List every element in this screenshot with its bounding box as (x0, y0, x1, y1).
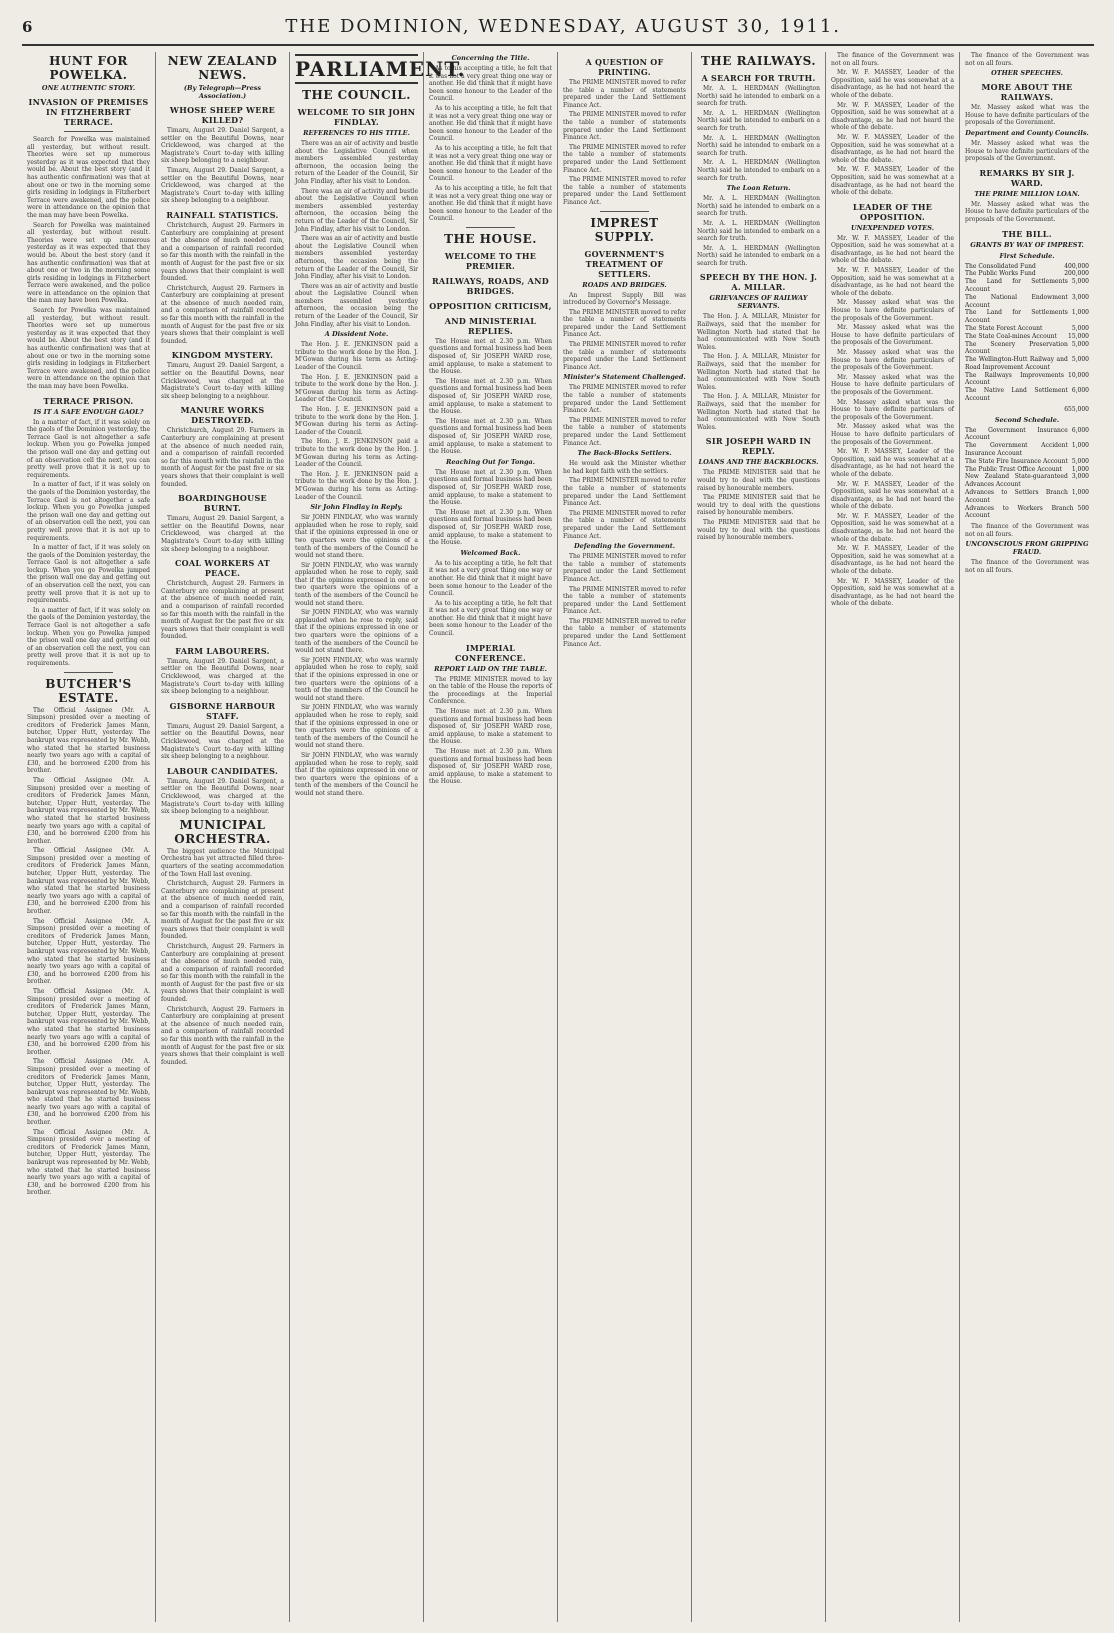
article-text: The PRIME MINISTER moved to refer the table a number of statements prepared under the Land Settlement Finance Act. (563, 341, 686, 371)
article-text: The House met at 2.30 p.m. When questions and formal business had been disposed of, Sir JOSEPH WARD rose, amid applause, to make a statement to the House. (429, 708, 552, 746)
article-text: The House met at 2.30 p.m. When questions and formal business had been disposed of, Sir JOSEPH WARD rose, amid applause, to make a statement to the House. (429, 748, 552, 786)
subheadline: AND MINISTERIAL REPLIES. (444, 315, 537, 336)
subheadline: GISBORNE HARBOUR STAFF. (169, 700, 276, 721)
headline: NEW ZEALAND NEWS. (167, 54, 278, 82)
schedule-item-value: 200,000 (1064, 270, 1089, 278)
subheadline: ONE AUTHENTIC STORY. (41, 84, 136, 92)
schedule-row (965, 387, 1089, 403)
column-6 (692, 52, 826, 1622)
article-text: Mr. A. L. HERDMAN (Wellington North) said he intended to embark on a search for truth. (697, 195, 820, 218)
subheadline: Defending the Government. (573, 542, 676, 551)
column-4 (424, 52, 558, 1622)
headline: THE COUNCIL. (302, 88, 411, 102)
subheadline: Sir John Findlay in Reply. (310, 503, 403, 512)
schedule-row (965, 270, 1089, 278)
schedule-row (965, 466, 1089, 474)
article-text: The PRIME MINISTER moved to refer the table a number of statements prepared under the Land Settlement Finance Act. (563, 384, 686, 415)
schedule-item-value: 1,000 (1071, 489, 1089, 497)
schedule-item-name: The Government Insurance Account (965, 426, 1068, 442)
article-text: Mr. Massey asked what was the House to have definite particulars of the proposals of the Government. (965, 200, 1089, 223)
article-text: The PRIME MINISTER moved to refer the table a number of statements prepared under the Land Settlement Finance Act. (563, 176, 686, 206)
article-text: The PRIME MINISTER said that he would try to deal with the questions raised by honourable members. (697, 469, 820, 492)
article-text: Timaru, August 29. Daniel Sargent, a settler on the Beautiful Downs, near Cricklewood, was charged at the Magistrate's Court to-day with killing six sheep belonging to a neighbour. (161, 515, 284, 553)
subheadline: OPPOSITION CRITICISM, (429, 300, 552, 311)
article-text: The PRIME MINISTER moved to refer the table a number of statements prepared under the Land Settlement Finance Act. (563, 585, 686, 616)
column-1 (22, 52, 156, 1622)
column-2 (156, 52, 290, 1622)
article-text: The Hon. J. E. JENKINSON paid a tribute to the work done by the Hon. J. M'Gowan during his term as Acting-Leader of the Council. (295, 406, 418, 436)
schedule-row (965, 333, 1089, 341)
schedule-row (965, 278, 1089, 294)
article-text: The Hon. J. A. MILLAR, Minister for Railways, said that the member for Wellington North had stated that he had communicated with New South Wales. (697, 353, 820, 391)
article-text: Sir JOHN FINDLAY, who was warmly applauded when he rose to reply, said that if the opinions expressed in one or two quarters were the opinions of a tenth of the members of the Council he would not stand there. (295, 561, 418, 607)
divider (466, 227, 515, 228)
article-text: In a matter of fact, if it was solely on the gaols of the Dominion yesterday, the Terrace Gaol is not altogether a safe lockup. When you go Powelka jumped the prison wall one day and getting out of an observation cell the next, you can pretty well prove that it is not up to requirements. (27, 481, 150, 542)
schedule-item-name: The Railways Improvements Account (965, 371, 1064, 387)
schedule-item-name: The State Forest Account (965, 324, 1043, 332)
article-text: The PRIME MINISTER said that he would try to deal with the questions raised by honourable members. (697, 494, 820, 517)
article-text: The PRIME MINISTER moved to lay on the table of the House the reports of the proceedings at the Imperial Conference. (429, 675, 552, 706)
article-text: Sir JOHN FINDLAY, who was warmly applauded when he rose to reply, said that if the opinions expressed in one or two quarters were the opinions of a tenth of the members of the Council he would not stand there. (295, 514, 418, 560)
article-text: Timaru, August 29. Daniel Sargent, a settler on the Beautiful Downs, near Cricklewood, was charged at the Magistrate's Court to-day with killing six sheep belonging to a neighbour. (161, 722, 284, 761)
article-text: In a matter of fact, if it was solely on the gaols of the Dominion yesterday, the Terrace Gaol is not altogether a safe lockup. When you go Powelka jumped the prison wall one day and getting out of an observation cell the next, you can pretty well prove that it is not up to requirements. (27, 418, 150, 479)
headline: THE HOUSE. (444, 231, 537, 246)
article-text: Mr. A. L. HERDMAN (Wellington North) said he intended to embark on a search for truth. (697, 159, 820, 182)
article-text: The Official Assignee (Mr. A. Simpson) presided over a meeting of creditors of Frederick James Mann, butcher, Upper Hutt, yesterday. The bankrupt was represented by Mr. Webb, who stated that he started business nearly two years ago with a capital of £30, and he borrowed £200 from his brother. (27, 987, 150, 1056)
schedule-row (965, 356, 1089, 372)
article-text: The Official Assignee (Mr. A. Simpson) presided over a meeting of creditors of Frederick James Mann, butcher, Upper Hutt, yesterday. The bankrupt was represented by Mr. Webb, who stated that he started business nearly two years ago with a capital of £30, and he borrowed £200 from his brother. (27, 706, 150, 775)
article-text: The PRIME MINISTER moved to refer the table a number of statements prepared under the Land Settlement Finance Act. (563, 416, 686, 447)
subheadline: RAILWAYS, ROADS, AND BRIDGES. (431, 275, 549, 296)
headline: BUTCHER'S ESTATE. (45, 676, 132, 705)
article-text: Mr. W. F. MASSEY, Leader of the Opposition, said he was somewhat at a disadvantage, as he had not heard the whole of the debate. (831, 448, 954, 478)
article-text: There was an air of activity and bustle about the Legislative Council when members assembled yesterday afternoon, the occasion being the return of the Leader of the Council, Sir John Findlay, after his visit to London. (295, 140, 418, 185)
article-text: The PRIME MINISTER moved to refer the table a number of statements prepared under the Land Settlement Finance Act. (563, 308, 686, 339)
article-text: As to his accepting a title, he felt that it was not a very great thing one way or another. He did think that it might have been some honour to the Leader of the Council. (429, 559, 552, 598)
divider (64, 672, 113, 673)
headline: HUNT FOR POWELKA. (49, 54, 128, 82)
subheadline: REMARKS BY SIR J. WARD. (979, 167, 1075, 188)
article-text: Mr. W. F. MASSEY, Leader of the Opposition, said he was somewhat at a disadvantage, as he had not heard the whole of the debate. (831, 577, 954, 608)
subheadline: RAINFALL STATISTICS. (166, 209, 279, 220)
subheadline: (By Telegraph—Press Association.) (183, 84, 262, 100)
article-text: Mr. W. F. MASSEY, Leader of the Opposition, said he was somewhat at a disadvantage, as he had not heard the whole of the debate. (831, 267, 954, 297)
article-text: Mr. W. F. MASSEY, Leader of the Opposition, said he was somewhat at a disadvantage, as he had not heard the whole of the debate. (831, 480, 954, 511)
subheadline: KINGDOM MYSTERY. (171, 350, 274, 361)
section-headline: PARLIAMENT. (295, 54, 418, 84)
article-text: The House met at 2.30 p.m. When questions and formal business had been disposed of, Sir JOSEPH WARD rose, amid applause, to make a statement to the House. (429, 337, 552, 376)
subheadline: THE BILL. (1002, 228, 1052, 239)
subheadline: UNCONSCIOUS FROM GRIPPING FRAUD. (965, 540, 1089, 557)
article-text: There was an air of activity and bustle about the Legislative Council when members assembled yesterday afternoon, the occasion being the return of the Leader of the Council, Sir John Findlay, after his visit to London. (295, 187, 418, 233)
article-text: Mr. W. F. MASSEY, Leader of the Opposition, said he was somewhat at a disadvantage, as he had not heard the whole of the debate. (831, 545, 954, 576)
divider (600, 211, 649, 212)
article-text: Mr. W. F. MASSEY, Leader of the Opposition, said he was somewhat at a disadvantage, as he had not heard the whole of the debate. (831, 234, 954, 265)
schedule-row (965, 458, 1089, 466)
article-text: The Hon. J. A. MILLAR, Minister for Railways, said that the member for Wellington North had stated that he had communicated with New South Wales. (697, 313, 820, 351)
subheadline: Reaching Out for Tonga. (445, 457, 536, 466)
divider (64, 131, 113, 132)
article-text: In a matter of fact, if it was solely on the gaols of the Dominion yesterday, the Terrace Gaol is not altogether a safe lockup. When you go Powelka jumped the prison wall one day and getting out of an observation cell the next, you can pretty well prove that it is not up to requirements. (27, 544, 150, 605)
article-text: Christchurch, August 29. Farmers in Canterbury are complaining at present at the absence of much needed rain, and a comparison of rainfall recorded so far this month with the rainfall in the month of August for the past five or six years shows that their complaint is well founded. (161, 1005, 284, 1066)
schedule-item-value: 1,000 (1071, 465, 1089, 473)
article-text: As to his accepting a title, he felt that it was not a very great thing one way or another. He did think that it might have been some honour to the Leader of the Council. (429, 184, 552, 223)
subheadline: IMPERIAL CONFERENCE. (454, 642, 527, 663)
article-text: Christchurch, August 29. Farmers in Canterbury are complaining at present at the absence of much needed rain, and a comparison of rainfall recorded so far this month with the rainfall in the month of August for the past five or six years shows that their complaint is well founded. (161, 221, 284, 283)
schedule-item-value: 6,000 (1071, 387, 1089, 395)
article-text: Sir JOHN FINDLAY, who was warmly applauded when he rose to reply, said that if the opinions expressed in one or two quarters were the opinions of a tenth of the members of the Council he would not stand there. (295, 656, 418, 702)
article-text: The House met at 2.30 p.m. When questions and formal business had been disposed of, Sir JOSEPH WARD rose, amid applause, to make a statement to the House. (429, 417, 552, 456)
schedule-item-name: The Public Works Fund (965, 270, 1036, 278)
subheadline: SPEECH BY THE HON. J. A. MILLAR. (699, 272, 818, 293)
subheadline: First Schedule. (999, 251, 1055, 260)
article-text: As to his accepting a title, he felt that it was not a very great thing one way or another. He did think that it might have been some honour to the Leader of the Council. (429, 599, 552, 638)
schedule-item-value: 500 (1077, 504, 1089, 512)
schedule-item-name: The Land for Settlements Account (965, 309, 1068, 325)
schedule-item-value: 5,000 (1071, 457, 1089, 465)
article-text: The House met at 2.30 p.m. When questions and formal business had been disposed of, Sir JOSEPH WARD rose, amid applause, to make a statement to the House. (429, 508, 552, 547)
schedule-item-name: The Native Land Settlement Account (965, 387, 1068, 403)
article-text: The House met at 2.30 p.m. When questions and formal business had been disposed of, Sir JOSEPH WARD rose, amid applause, to make a statement to the House. (429, 377, 552, 416)
article-text: The PRIME MINISTER moved to refer the table a number of statements prepared under the Land Settlement Finance Act. (563, 143, 686, 174)
article-text: Search for Powelka was maintained all yesterday, but without result. Theories were set up numerous yesterday as it was expected that they would be. About the best story (and it has authentic confirmation) was that at about one or two in the morning some girls residing in lodgings in Fitzherbert Terrace were awakened, and the police were in attendance on the opinion that the man may have been Powelka. (27, 221, 150, 305)
article-text: Christchurch, August 29. Farmers in Canterbury are complaining at present at the absence of much needed rain, and a comparison of rainfall recorded so far this month with the rainfall in the month of August for the past five or six years shows that their complaint is well founded. (161, 880, 284, 941)
subheadline: A QUESTION OF PRINTING. (585, 57, 664, 77)
schedule-item-name: New Zealand State-guaranteed Advances Account (965, 473, 1068, 489)
article-text: The PRIME MINISTER moved to refer the table a number of statements prepared under the Land Settlement Finance Act. (563, 617, 686, 648)
subheadline: UNEXPENDED VOTES. (851, 223, 934, 232)
article-text: The PRIME MINISTER moved to refer the table a number of statements prepared under the Land Settlement Finance Act. (563, 477, 686, 508)
article-text: The Hon. J. A. MILLAR, Minister for Railways, said that the member for Wellington North had stated that he had communicated with New South Wales. (697, 393, 820, 431)
schedule-item-value: 10,000 (1068, 371, 1089, 379)
article-text: As to his accepting a title, he felt that it was not a very great thing one way or another. He did think that it might have been some honour to the Leader of the Council. (429, 104, 552, 143)
schedule-row (965, 489, 1089, 505)
subheadline: ROADS AND BRIDGES. (582, 280, 667, 289)
article-text: Timaru, August 29. Daniel Sargent, a settler on the Beautiful Downs, near Cricklewood, was charged at the Magistrate's Court to-day with killing six sheep belonging to a neighbour. (161, 362, 284, 400)
column-5 (558, 52, 692, 1622)
article-text: Christchurch, August 29. Farmers in Canterbury are complaining at present at the absence of much needed rain, and a comparison of rainfall recorded so far this month with the rainfall in the month of August for the past five or six years shows that their complaint is well founded. (161, 942, 284, 1004)
subheadline: FARM LABOURERS. (175, 645, 270, 656)
schedule-row (965, 427, 1089, 443)
column-3 (290, 52, 466, 1622)
article-text: Mr. Massey asked what was the House to have definite particulars of the proposals of the Government. (965, 139, 1089, 163)
schedule-item-name: The Land for Settlements Account (965, 278, 1068, 293)
article-text: Mr. W. F. MASSEY, Leader of the Opposition, said he was somewhat at a disadvantage, as he had not heard the whole of the debate. (831, 69, 954, 99)
schedule-row (965, 294, 1089, 310)
article-text: The finance of the Government was not on all fours. (965, 559, 1089, 575)
subheadline: WELCOME TO THE PREMIER. (444, 250, 537, 271)
article-text: The Official Assignee (Mr. A. Simpson) presided over a meeting of creditors of Frederick James Mann, butcher, Upper Hutt, yesterday. The bankrupt was represented by Mr. Webb, who stated that he started business nearly two years ago with a capital of £30, and he borrowed £200 from his brother. (27, 776, 150, 845)
article-text: As to his accepting a title, he felt that it was not a very great thing one way or another. He did think that it might have been some honour to the Leader of the Council. (429, 144, 552, 183)
schedule-row (965, 442, 1089, 458)
subheadline: WELCOME TO SIR JOHN FINDLAY. (297, 107, 416, 127)
schedule-item-name: The Consolidated Fund (965, 262, 1036, 270)
subheadline: Department and County Councils. (965, 128, 1089, 137)
article-text: The finance of the Government was not on all fours. (965, 52, 1089, 67)
article-text: Timaru, August 29. Daniel Sargent, a settler on the Beautiful Downs, near Cricklewood, was charged at the Magistrate's Court to-day with killing six sheep belonging to a neighbour. (161, 166, 284, 205)
article-text: Search for Powelka was maintained all yesterday, but without result. Theories were set up numerous yesterday as it was expected that they would be. About the best story (and it has authentic confirmation) was that at about one or two in the morning some girls residing in lodgings in Fitzherbert Terrace were awakened, and the police were in attendance on the opinion that the man may have been Powelka. (27, 307, 150, 390)
article-text: Mr. A. L. HERDMAN (Wellington North) said he intended to embark on a search for truth. (697, 134, 820, 157)
subheadline: WHOSE SHEEP WERE KILLED? (169, 105, 276, 125)
schedule-item-value: 3,000 (1071, 473, 1089, 481)
article-text: The Hon. J. E. JENKINSON paid a tribute to the work done by the Hon. J. M'Gowan during his term as Acting-Leader of the Council. (295, 438, 418, 469)
article-text: The finance of the Government was not on all fours. (831, 52, 954, 67)
article-text: Mr. Massey asked what was the House to have definite particulars of the proposals of the Government. (831, 373, 954, 396)
schedule-item-name: The Scenery Preservation Account (965, 340, 1068, 356)
masthead (22, 16, 1094, 46)
article-text: Mr. Massey asked what was the House to have definite particulars of the proposals of the Government. (831, 349, 954, 372)
headline: IMPREST SUPPLY. (590, 215, 659, 244)
schedule-row (965, 341, 1089, 357)
schedule-item-value: 1,000 (1071, 442, 1089, 450)
article-text: The PRIME MINISTER moved to refer the table a number of statements prepared under the Land Settlement Finance Act. (563, 553, 686, 583)
schedule-row (965, 309, 1089, 325)
article-text: The House met at 2.30 p.m. When questions and formal business had been disposed of, Sir JOSEPH WARD rose, amid applause, to make a statement to the House. (429, 468, 552, 507)
article-text: Sir JOHN FINDLAY, who was warmly applauded when he rose to reply, said that if the opinions expressed in one or two quarters were the opinions of a tenth of the members of the Council he would not stand there. (295, 751, 418, 797)
article-text: The PRIME MINISTER moved to refer the table a number of statements prepared under the Land Settlement Finance Act. (563, 509, 686, 540)
article-text: There was an air of activity and bustle about the Legislative Council when members assembled yesterday afternoon, the occasion being the return of the Leader of the Council, Sir John Findlay, after his visit to London. (295, 282, 418, 328)
subheadline: Concerning the Title. (451, 54, 530, 62)
article-text: Timaru, August 29. Daniel Sargent, a settler on the Beautiful Downs, near Cricklewood, was charged at the Magistrate's Court to-day with killing six sheep belonging to a neighbour. (161, 657, 284, 696)
article-text: Mr. W. F. MASSEY, Leader of the Opposition, said he was somewhat at a disadvantage, as he had not heard the whole of the debate. (831, 133, 954, 164)
schedule-item-value: 3,000 (1071, 293, 1089, 301)
schedule-item-name: The National Endowment Account (965, 293, 1068, 309)
schedule-item-value: 400,000 (1064, 262, 1089, 270)
subheadline: GRIEVANCES OF RAILWAY SERVANTS. (709, 294, 808, 311)
article-text: Christchurch, August 29. Farmers in Canterbury are complaining at present at the absence of much needed rain, and a comparison of rainfall recorded so far this month with the rainfall in the month of August for the past five or six years shows that their complaint is well founded. (161, 427, 284, 488)
article-text: Mr. A. L. HERDMAN (Wellington North) said he intended to embark on a search for truth. (697, 219, 820, 243)
article-text: The biggest audience the Municipal Orchestra has yet attracted filled three-quarters of the seating accommodation of the Town Hall last evening. (161, 847, 284, 878)
article-text: The Hon. J. E. JENKINSON paid a tribute to the work done by the Hon. J. M'Gowan during his term as Acting-Leader of the Council. (295, 373, 418, 404)
subheadline: A Dissident Note. (324, 330, 389, 339)
article-text: Mr. Massey asked what was the House to have definite particulars of the proposals of the Government. (831, 299, 954, 322)
schedule-total: 655,000 (1064, 405, 1089, 413)
schedule-item-value: 5,000 (1071, 324, 1089, 332)
article-text: The Official Assignee (Mr. A. Simpson) presided over a meeting of creditors of Frederick James Mann, butcher, Upper Hutt, yesterday. The bankrupt was represented by Mr. Webb, who stated that he started business nearly two years ago with a capital of £30, and he borrowed £200 from his brother. (27, 1058, 150, 1127)
article-text: The PRIME MINISTER said that he would try to deal with the questions raised by honourable members. (697, 518, 820, 542)
schedule-item-name: The State Coal-mines Account (965, 332, 1057, 340)
schedule-item-value: 5,000 (1071, 340, 1089, 348)
first-schedule-list (965, 263, 1089, 403)
subheadline: LEADER OF THE OPPOSITION. (852, 201, 933, 222)
subheadline: Welcomed Back. (460, 548, 521, 557)
article-text: Sir JOHN FINDLAY, who was warmly applauded when he rose to reply, said that if the opinions expressed in one or two quarters were the opinions of a tenth of the members of the Council he would not stand there. (295, 704, 418, 750)
schedule-item-value: 6,000 (1071, 426, 1089, 434)
article-text: The Hon. J. E. JENKINSON paid a tribute to the work done by the Hon. J. M'Gowan during his term as Acting-Leader of the Council. (295, 470, 418, 501)
article-text: An Imprest Supply Bill was introduced by Governor's Message. (563, 291, 686, 307)
article-text: Mr. Massey asked what was the House to have definite particulars of the proposals of the Government. (831, 423, 954, 446)
subheadline: The Loan Return. (726, 184, 791, 193)
subheadline: IS IT A SAFE ENOUGH GAOL? (33, 407, 144, 416)
subheadline: GOVERNMENT'S TREATMENT OF SETTLERS. (584, 248, 665, 279)
article-text: Mr. Massey asked what was the House to have definite particulars of the proposals of the Government. (831, 398, 954, 421)
subheadline: A SEARCH FOR TRUTH. (701, 73, 816, 83)
article-text: Sir JOHN FINDLAY, who was warmly applauded when he rose to reply, said that if the opinions expressed in one or two quarters were the opinions of a tenth of the members of the Council he would not stand there. (295, 609, 418, 655)
subheadline: BOARDINGHOUSE BURNT. (178, 493, 267, 514)
schedule-item-name: The Wellington-Hutt Railway and Road Improvement Account (965, 356, 1068, 371)
article-text: Mr. Massey asked what was the House to have definite particulars of the proposals of the Government. (965, 104, 1089, 127)
page-number: 6 (22, 18, 33, 36)
subheadline: Minister's Statement Challenged. (563, 373, 686, 382)
schedule-row (965, 505, 1089, 521)
schedule-row (965, 263, 1089, 271)
article-text: The Hon. J. E. JENKINSON paid a tribute to the work done by the Hon. J. M'Gowan during his term as Acting-Leader of the Council. (295, 341, 418, 372)
schedule-row (965, 325, 1089, 333)
article-text: The Official Assignee (Mr. A. Simpson) presided over a meeting of creditors of Frederick James Mann, butcher, Upper Hutt, yesterday. The bankrupt was represented by Mr. Webb, who stated that he started business nearly two years ago with a capital of £30, and he borrowed £200 from his brother. (27, 917, 150, 986)
article-text: Search for Powelka was maintained all yesterday, but without result. Theories were set up numerous yesterday as it was expected that they would be. About the best story (and it has authentic confirmation) was that at about one or two in the morning some girls residing in lodgings in Fitzherbert Terrace were awakened, and the police were in attendance on the opinion that the man may have been Powelka. (27, 136, 150, 219)
article-text: Mr. A. L. HERDMAN (Wellington North) said he intended to embark on a search for truth. (697, 85, 820, 108)
page-columns (22, 52, 1094, 1622)
article-text: There was an air of activity and bustle about the Legislative Council when members assembled yesterday afternoon, the occasion being the return of the Leader of the Council, Sir John Findlay, after his visit to London. (295, 235, 418, 281)
article-text: Mr. A. L. HERDMAN (Wellington North) said he intended to embark on a search for truth. (697, 244, 820, 267)
column-7 (826, 52, 960, 1622)
subheadline: TERRACE PRISON. (43, 395, 134, 406)
article-text: Mr. W. F. MASSEY, Leader of the Opposition, said he was somewhat at a disadvantage, as he had not heard the whole of the debate. (831, 166, 954, 197)
schedule-item-value: 5,000 (1071, 356, 1089, 364)
schedule-item-name: Advances to Settlers Branch Account (965, 489, 1068, 504)
subheadline: INVASION OF PREMISES IN FITZHERBERT TERRACE. (28, 97, 149, 127)
article-text: The Official Assignee (Mr. A. Simpson) presided over a meeting of creditors of Frederick James Mann, butcher, Upper Hutt, yesterday. The bankrupt was represented by Mr. Webb, who stated that he started business nearly two years ago with a capital of £30, and he borrowed £200 from his brother. (27, 1128, 150, 1197)
subheadline: SIR JOSEPH WARD IN REPLY. (705, 436, 812, 457)
column-8 (960, 52, 1094, 1622)
article-text: Mr. A. L. HERDMAN (Wellington North) said he intended to embark on a search for truth. (697, 109, 820, 132)
subheadline: REPORT LAID ON THE TABLE. (434, 664, 547, 673)
article-text: Mr. Massey asked what was the House to have definite particulars of the proposals of the Government. (831, 324, 954, 347)
article-text: Timaru, August 29. Daniel Sargent, a settler on the Beautiful Downs, near Cricklewood, was charged at the Magistrate's Court to-day with killing six sheep belonging to a neighbour. (161, 127, 284, 165)
schedule-item-name: The Government Accident Insurance Account (965, 442, 1068, 458)
subheadline: MORE ABOUT THE RAILWAYS. (981, 82, 1073, 103)
headline: MUNICIPAL ORCHESTRA. (174, 817, 271, 846)
article-text: Timaru, August 29. Daniel Sargent, a settler on the Beautiful Downs, near Cricklewood, was charged at the Magistrate's Court to-day with killing six sheep belonging to a neighbour. (161, 777, 284, 816)
article-text: Mr. W. F. MASSEY, Leader of the Opposition, said he was somewhat at a disadvantage, as he had not heard the whole of the debate. (831, 101, 954, 132)
subheadline: LABOUR CANDIDATES. (166, 765, 279, 776)
subheadline: The Back-Blocks Settlers. (577, 449, 672, 458)
article-text: Christchurch, August 29. Farmers in Canterbury are complaining at present at the absence of much needed rain, and a comparison of rainfall recorded so far this month with the rainfall in the month of August for the past five or six years shows that their complaint is well founded. (161, 284, 284, 345)
schedule-item-value: 1,000 (1071, 309, 1089, 317)
article-text: The PRIME MINISTER moved to refer the table a number of statements prepared under the Land Settlement Finance Act. (563, 79, 686, 109)
subheadline: LOANS AND THE BACKBLOCKS. (698, 458, 819, 467)
schedule-item-value: 5,000 (1071, 278, 1089, 286)
subheadline: Second Schedule. (994, 415, 1060, 424)
schedule-item-name: Advances to Workers Branch Account (965, 504, 1074, 520)
article-text: He would ask the Minister whether he had kept faith with the settlers. (563, 460, 686, 475)
article-text: The finance of the Government was not on all fours. (965, 523, 1089, 538)
subheadline: MANURE WORKS DESTROYED. (180, 405, 265, 426)
schedule-item-name: The Public Trust Office Account (965, 465, 1063, 473)
article-text: The PRIME MINISTER moved to refer the table a number of statements prepared under the Land Settlement Finance Act. (563, 111, 686, 142)
article-text: Mr. W. F. MASSEY, Leader of the Opposition, said he was somewhat at a disadvantage, as he had not heard the whole of the debate. (831, 512, 954, 543)
second-schedule-list (965, 427, 1089, 521)
schedule-row (965, 473, 1089, 489)
subheadline: REFERENCES TO HIS TITLE. (303, 129, 410, 137)
schedule-row (965, 372, 1089, 388)
article-text: In a matter of fact, if it was solely on the gaols of the Dominion yesterday, the Terrace Gaol is not altogether a safe lockup. When you go Powelka jumped the prison wall one day and getting out of an observation cell the next, you can pretty well prove that it is not up to requirements. (27, 606, 150, 667)
article-text: Christchurch, August 29. Farmers in Canterbury are complaining at present at the absence of much needed rain, and a comparison of rainfall recorded so far this month with the rainfall in the month of August for the past five or six years shows that their complaint is well founded. (161, 580, 284, 641)
subheadline: COAL WORKERS AT PEACE. (174, 558, 271, 579)
subheadline: THE PRIME MILLION LOAN. (974, 189, 1080, 198)
schedule-item-value: 15,000 (1068, 332, 1089, 340)
subheadline: GRANTS BY WAY OF IMPREST. (970, 240, 1084, 249)
newspaper-title: THE DOMINION, WEDNESDAY, AUGUST 30, 1911. (285, 16, 842, 37)
article-text: The Official Assignee (Mr. A. Simpson) presided over a meeting of creditors of Frederick James Mann, butcher, Upper Hutt, yesterday. The bankrupt was represented by Mr. Webb, who stated that he started business nearly two years ago with a capital of £30, and he borrowed £200 from his brother. (27, 847, 150, 916)
article-text: As to his accepting a title, he felt that it was not a very great thing one way or another. He did think that it might have been some honour to the Leader of the Council. (429, 65, 552, 103)
subheadline: OTHER SPEECHES. (991, 69, 1063, 78)
headline: THE RAILWAYS. (700, 54, 816, 68)
schedule-item-name: The State Fire Insurance Account (965, 457, 1068, 465)
